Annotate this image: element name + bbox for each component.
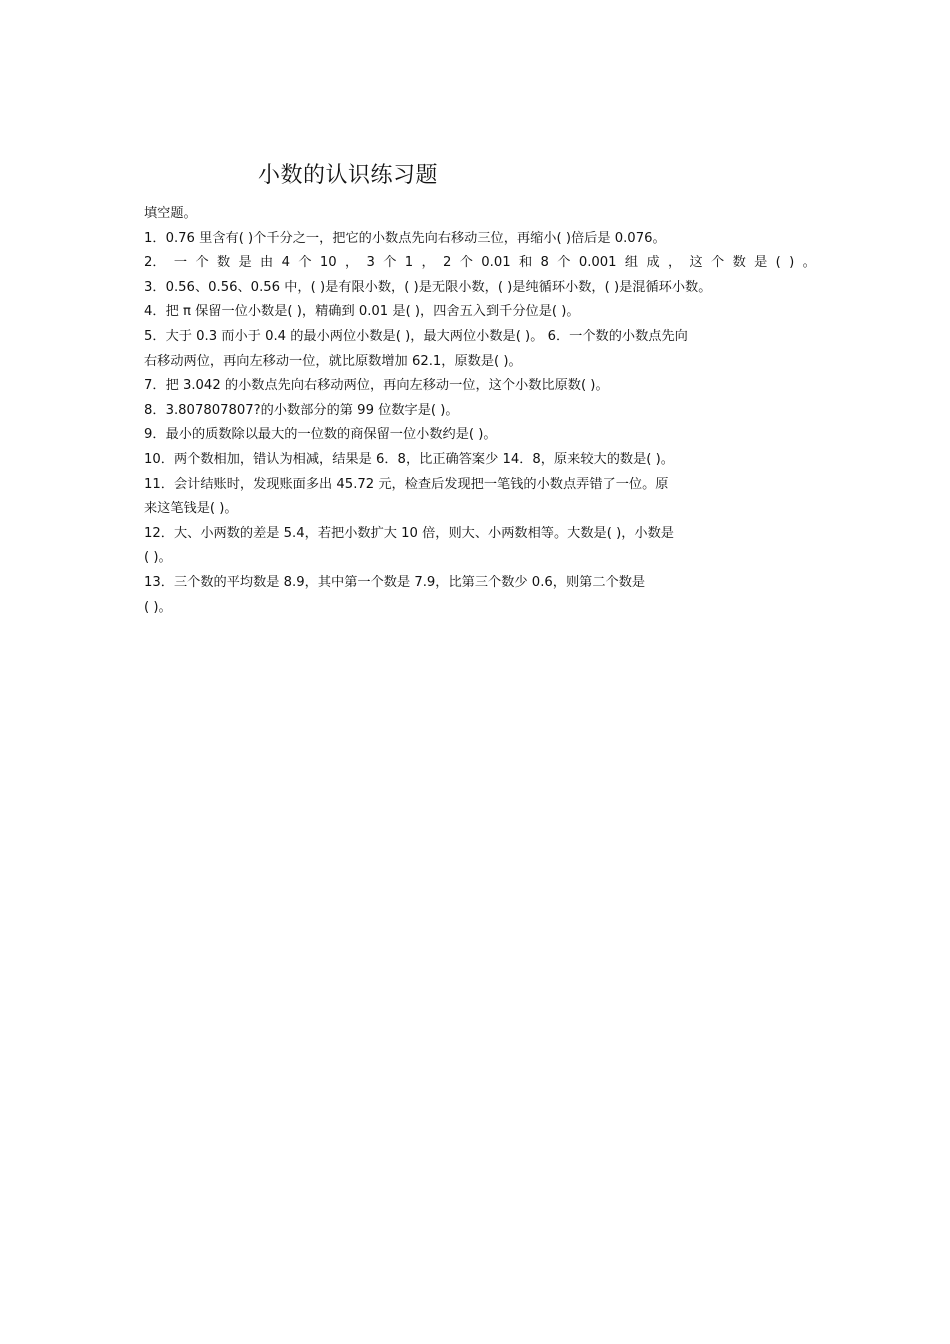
- question-line: 10．两个数相加，错认为相减，结果是 6．8，比正确答案少 14．8，原来较大的数是( )。: [144, 451, 674, 467]
- line-token: 2．: [144, 255, 166, 271]
- question-line: 3．0.56、0.56、0.56 中，( )是有限小数，( )是无限小数，( )是纯循环小数，( )是混循环小数。: [144, 279, 712, 295]
- line-token: 成: [646, 255, 660, 271]
- line-token: ): [789, 255, 795, 271]
- question-line: 13．三个数的平均数是 8.9，其中第一个数是 7.9，比第三个数少 0.6，则第二个数是: [144, 574, 646, 590]
- line-token: 个: [557, 255, 571, 271]
- question-line: ( )。: [144, 599, 172, 615]
- document-body: [144, 202, 816, 620]
- line-token: 0.01: [481, 255, 511, 271]
- line-token: 8: [540, 255, 549, 271]
- question-line: ( )。: [144, 550, 172, 566]
- line-token: 一: [173, 255, 188, 271]
- question-line-justified: [144, 251, 816, 276]
- line-token: 个: [383, 255, 397, 271]
- line-token: 数: [216, 255, 231, 271]
- question-line: 右移动两位，再向左移动一位，就比原数增加 62.1，原数是( )。: [144, 353, 522, 369]
- line-token: 个: [195, 255, 209, 271]
- line-token: 是: [238, 255, 252, 271]
- line-token: ，: [667, 255, 682, 271]
- question-line: 1．0.76 里含有( )个千分之一，把它的小数点先向右移动三位，再缩小( )倍后是 0.076。: [144, 230, 666, 246]
- line-token: ，: [421, 255, 435, 271]
- question-line: 7．把 3.042 的小数点先向右移动两位，再向左移动一位，这个小数比原数( )。: [144, 378, 609, 394]
- line-token: ，: [344, 255, 359, 271]
- line-token: 。: [802, 255, 816, 271]
- line-token: (: [775, 255, 781, 271]
- line-token: 0.001: [578, 255, 617, 271]
- question-line: 5．大于 0.3 而小于 0.4 的最小两位小数是( )，最大两位小数是( )。 6．一个数的小数点先向: [144, 328, 688, 344]
- line-token: 这: [689, 255, 703, 271]
- question-line: 9．最小的质数除以最大的一位数的商保留一位小数约是( )。: [144, 427, 497, 443]
- question-line: 11．会计结账时，发现账面多出 45.72 元，检查后发现把一笔钱的小数点弄错了一位。原: [144, 476, 669, 492]
- line-token: 个: [298, 255, 312, 271]
- question-line: 4．把 π 保留一位小数是( )，精确到 0.01 是( )，四舍五入到千分位是( )。: [144, 304, 580, 320]
- line-token: 组: [624, 255, 639, 271]
- line-token: 3: [366, 255, 375, 271]
- question-line: 8．3.807807807?的小数部分的第 99 位数字是( )。: [144, 402, 459, 418]
- line-token: 数: [732, 255, 746, 271]
- question-line: 12．大、小两数的差是 5.4，若把小数扩大 10 倍，则大、小两数相等。大数是( )，小数是: [144, 525, 674, 541]
- line-token: 4: [281, 255, 290, 271]
- page-title: 小数的认识练习题: [258, 163, 439, 188]
- line-token: 是: [754, 255, 768, 271]
- line-token: 2: [443, 255, 452, 271]
- line-token: 个: [711, 255, 725, 271]
- line-token: 1: [404, 255, 414, 271]
- section-heading: 填空题。: [144, 206, 197, 221]
- line-token: 由: [260, 255, 274, 271]
- line-token: 10: [319, 255, 337, 271]
- line-token: 和: [519, 255, 533, 271]
- question-line: 来这笔钱是( )。: [144, 501, 238, 517]
- line-token: 个: [459, 255, 473, 271]
